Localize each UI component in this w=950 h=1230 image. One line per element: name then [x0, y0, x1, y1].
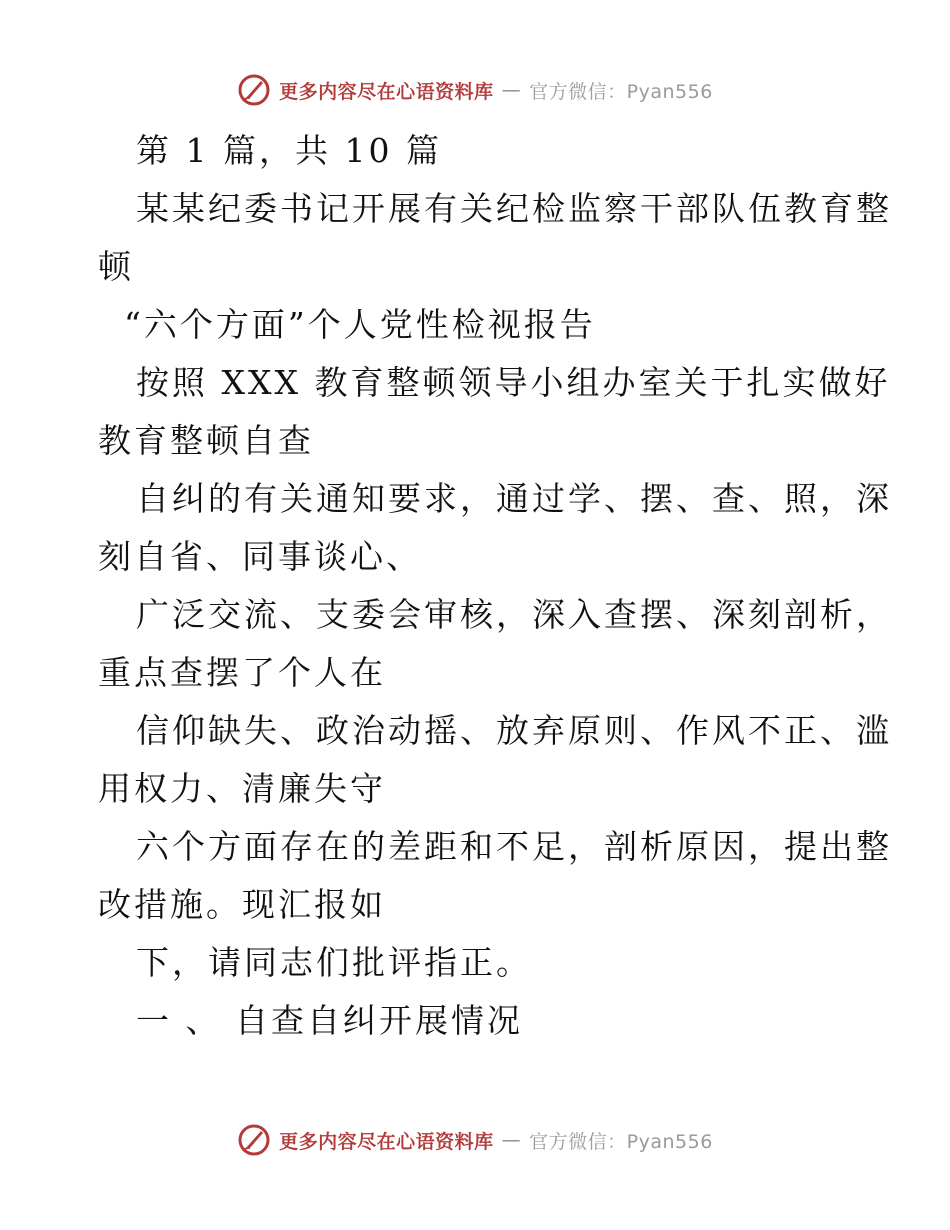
banner-wechat: 官方微信：Pyan556: [529, 1130, 713, 1153]
paragraph-line: 自纠的有关通知要求，通过学、摆、查、照，深: [136, 479, 892, 518]
quill-logo-icon: [237, 73, 271, 107]
banner-dash: —: [501, 79, 522, 101]
paragraph-line: 教育整顿自查: [98, 421, 314, 460]
paragraph-line: 重点查摆了个人在: [98, 653, 386, 692]
title-line-1: 某某纪委书记开展有关纪检监察干部队伍教育整: [136, 189, 892, 228]
paragraph-line: 六个方面存在的差距和不足，剖析原因，提出整: [136, 827, 892, 866]
paragraph-line: 刻自省、同事谈心、: [98, 537, 422, 576]
paragraph-line: 信仰缺失、政治动摇、放弃原则、作风不正、滥: [136, 711, 892, 750]
banner-site-name: 更多内容尽在心语资料库: [279, 80, 494, 103]
document-body: [98, 122, 892, 1050]
banner-wechat: 官方微信：Pyan556: [529, 80, 713, 103]
section-heading: 一 、 自查自纠开展情况: [136, 1001, 523, 1040]
paragraph-line: 下，请同志们批评指正。: [136, 943, 532, 982]
banner-dash: —: [501, 1129, 522, 1151]
paragraph-line: 按照 XXX 教育整顿领导小组办室关于扎实做好: [136, 363, 891, 402]
quill-logo-icon: [237, 1123, 271, 1157]
paragraph-line: 广泛交流、支委会审核，深入查摆、深刻剖析，: [136, 595, 892, 634]
banner-site-name: 更多内容尽在心语资料库: [279, 1130, 494, 1153]
subtitle: “六个方面”个人党性检视报告: [124, 305, 596, 344]
page-counter: 第 1 篇，共 10 篇: [136, 131, 442, 170]
watermark-banner-bottom: [0, 1122, 950, 1158]
paragraph-line: 用权力、清廉失守: [98, 769, 386, 808]
title-line-2: 顿: [98, 247, 134, 286]
paragraph-line: 改措施。现汇报如: [98, 885, 386, 924]
watermark-banner-top: [0, 72, 950, 108]
